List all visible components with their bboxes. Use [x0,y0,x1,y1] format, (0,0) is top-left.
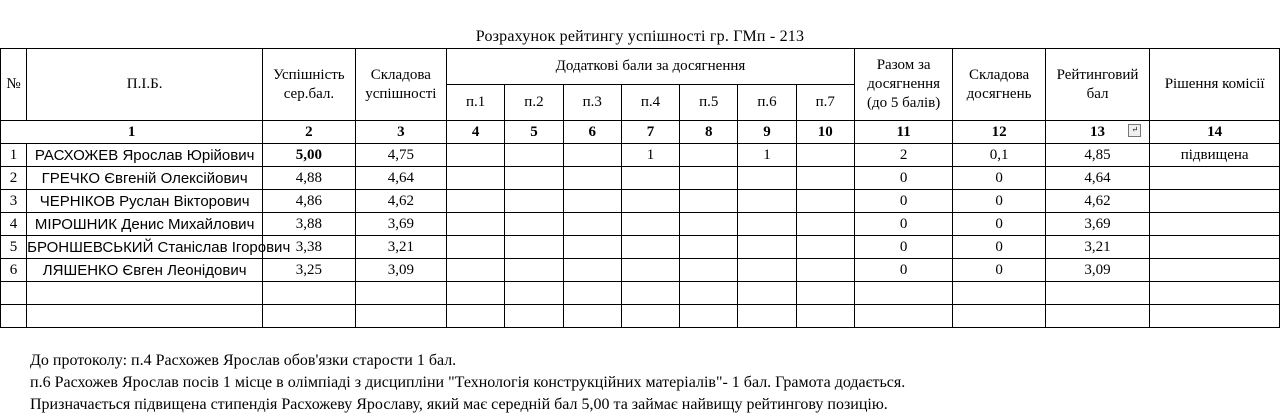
row-total: 0 [854,167,952,190]
col-index: 7 [621,121,679,144]
col-index: 4 [447,121,505,144]
col-index: 2 [263,121,355,144]
row-point [621,236,679,259]
row-num: 6 [1,259,27,282]
row-decision [1150,236,1280,259]
row-point [680,259,738,282]
row-point [563,144,621,167]
row-point [505,144,563,167]
row-avg: 3,38 [263,236,355,259]
rating-table [0,48,1280,328]
row-point [563,236,621,259]
row-avg: 4,88 [263,167,355,190]
col-index-label: 13 [1090,123,1106,140]
page-title: Розрахунок рейтингу успішності гр. ГМп - 213 [475,28,805,45]
empty-row [1,305,1280,328]
filter-dropdown-icon[interactable]: ↵ [1128,124,1141,137]
row-ach: 0 [953,190,1045,213]
header-rating-line1: Рейтинговий [1056,66,1139,83]
header-point: п.1 [447,85,505,121]
header-comp-line1: Складова [370,66,431,83]
row-point [563,213,621,236]
row-name: РАСХОЖЕВ Ярослав Юрійович [27,144,263,167]
header-point: п.2 [505,85,563,121]
row-ach: 0,1 [953,144,1045,167]
row-point [738,190,796,213]
row-point [621,167,679,190]
row-point [505,190,563,213]
row-rating: 3,21 [1045,236,1149,259]
row-name: ГРЕЧКО Євгеній Олексійович [27,167,263,190]
row-ach: 0 [953,236,1045,259]
row-name: ЧЕРНІКОВ Руслан Вікторович [27,190,263,213]
row-num: 3 [1,190,27,213]
row-point [505,167,563,190]
col-index: 9 [738,121,796,144]
col-index [1045,121,1149,144]
row-comp: 3,21 [355,236,446,259]
table-row [1,213,1280,236]
header-point: п.3 [563,85,621,121]
col-index: 11 [854,121,952,144]
row-point [738,259,796,282]
row-ach: 0 [953,213,1045,236]
note-line: п.6 Расхожев Ярослав посів 1 місце в олімпіаді з дисципліни "Технологія конструкційних матеріалів"- 1 бал. Грамота додається. [30,374,906,391]
row-point [738,236,796,259]
row-point [563,167,621,190]
row-point: 1 [621,144,679,167]
row-point [621,190,679,213]
col-index: 8 [680,121,738,144]
header-point: п.7 [796,85,854,121]
note-line: До протоколу: п.4 Расхожев Ярослав обов'язки старости 1 бал. [30,352,457,369]
header-num: № [1,49,27,121]
protocol-notes [30,350,1270,416]
row-comp: 4,62 [355,190,446,213]
header-avg-line1: Успішність [273,66,345,83]
header-avg-line2: сер.бал. [283,85,335,102]
row-ach: 0 [953,259,1045,282]
row-avg: 5,00 [263,144,355,167]
row-decision [1150,259,1280,282]
header-bonus-group: Додаткові бали за досягнення [447,49,855,85]
row-total: 0 [854,259,952,282]
row-rating: 4,85 [1045,144,1149,167]
header-rating-line2: бал [1086,85,1109,102]
row-point [738,213,796,236]
header-total [854,49,952,121]
row-rating: 3,69 [1045,213,1149,236]
row-point: 1 [738,144,796,167]
table-row [1,259,1280,282]
row-decision [1150,213,1280,236]
row-point [796,259,854,282]
row-point [680,190,738,213]
row-point [680,213,738,236]
col-index: 6 [563,121,621,144]
row-total: 2 [854,144,952,167]
row-avg: 4,86 [263,190,355,213]
row-point [796,144,854,167]
header-avg [263,49,355,121]
header-point: п.6 [738,85,796,121]
row-point [621,259,679,282]
header-ach-line2: досягнень [966,85,1032,102]
row-point [505,259,563,282]
row-comp: 4,75 [355,144,446,167]
row-point [680,167,738,190]
row-rating: 4,64 [1045,167,1149,190]
header-comp-line2: успішності [365,85,437,102]
row-point [680,236,738,259]
row-point [447,236,505,259]
row-decision [1150,190,1280,213]
header-total-line1: Разом за [876,57,931,73]
row-point [563,259,621,282]
row-point [796,167,854,190]
row-point [621,213,679,236]
header-point: п.5 [680,85,738,121]
header-point: п.4 [621,85,679,121]
row-comp: 4,64 [355,167,446,190]
row-decision: підвищена [1150,144,1280,167]
row-num: 2 [1,167,27,190]
col-index: 12 [953,121,1045,144]
col-index: 3 [355,121,446,144]
row-name: МІРОШНИК Денис Михайлович [27,213,263,236]
empty-row [1,282,1280,305]
note-line: Призначається підвищена стипендія Расхожеву Ярославу, який має середній бал 5,00 та займає найвищу рейтингову позицію. [30,396,888,413]
header-comp [355,49,446,121]
row-point [738,167,796,190]
row-point [505,236,563,259]
table-row [1,236,1280,259]
row-point [447,167,505,190]
row-decision [1150,167,1280,190]
row-name: БРОНШЕВСЬКИЙ Станіслав Ігорович [27,236,263,259]
row-name: ЛЯШЕНКО Євген Леонідович [27,259,263,282]
row-total: 0 [854,236,952,259]
row-point [796,236,854,259]
table-row [1,167,1280,190]
table-row [1,190,1280,213]
row-point [563,190,621,213]
row-ach: 0 [953,167,1045,190]
row-num: 4 [1,213,27,236]
row-point [796,213,854,236]
row-point [796,190,854,213]
column-index-row [1,121,1280,144]
header-name: П.І.Б. [27,49,263,121]
row-total: 0 [854,213,952,236]
row-num: 5 [1,236,27,259]
header-rating [1045,49,1149,121]
row-comp: 3,69 [355,213,446,236]
row-point [505,213,563,236]
col-index: 1 [1,121,263,144]
row-point [447,190,505,213]
header-total-line2: досягнення [867,76,941,92]
row-comp: 3,09 [355,259,446,282]
col-index: 14 [1150,121,1280,144]
row-point [447,144,505,167]
col-index: 5 [505,121,563,144]
row-rating: 3,09 [1045,259,1149,282]
row-avg: 3,88 [263,213,355,236]
row-point [447,213,505,236]
row-total: 0 [854,190,952,213]
header-ach [953,49,1045,121]
header-total-line3: (до 5 балів) [866,95,941,111]
header-ach-line1: Складова [969,66,1030,83]
row-point [680,144,738,167]
col-index: 10 [796,121,854,144]
row-avg: 3,25 [263,259,355,282]
row-point [447,259,505,282]
table-row [1,144,1280,167]
row-num: 1 [1,144,27,167]
header-decision: Рішення комісії [1150,49,1280,121]
row-rating: 4,62 [1045,190,1149,213]
